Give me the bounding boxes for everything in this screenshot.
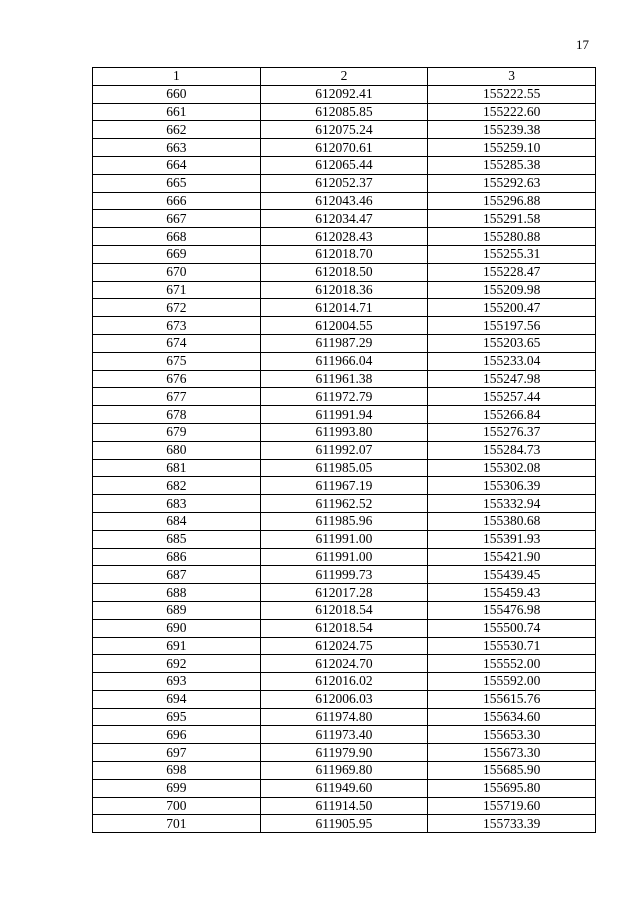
column-header-1: 1 <box>93 68 261 86</box>
table-row <box>93 192 596 210</box>
x-coordinate-cell: 611991.00 <box>260 530 428 548</box>
y-coordinate-cell: 155259.10 <box>428 139 596 157</box>
y-coordinate-cell: 155421.90 <box>428 548 596 566</box>
x-coordinate-cell: 611985.96 <box>260 512 428 530</box>
table-row <box>93 139 596 157</box>
x-coordinate-cell: 611914.50 <box>260 797 428 815</box>
point-number-cell: 693 <box>93 673 261 691</box>
y-coordinate-cell: 155296.88 <box>428 192 596 210</box>
y-coordinate-cell: 155695.80 <box>428 779 596 797</box>
y-coordinate-cell: 155380.68 <box>428 512 596 530</box>
x-coordinate-cell: 612018.50 <box>260 263 428 281</box>
table-row <box>93 584 596 602</box>
table-row <box>93 601 596 619</box>
table-row <box>93 263 596 281</box>
point-number-cell: 667 <box>93 210 261 228</box>
y-coordinate-cell: 155302.08 <box>428 459 596 477</box>
x-coordinate-cell: 612092.41 <box>260 85 428 103</box>
x-coordinate-cell: 612018.54 <box>260 601 428 619</box>
x-coordinate-cell: 611987.29 <box>260 334 428 352</box>
y-coordinate-cell: 155459.43 <box>428 584 596 602</box>
table-row <box>93 459 596 477</box>
x-coordinate-cell: 612018.54 <box>260 619 428 637</box>
table-row <box>93 744 596 762</box>
point-number-cell: 690 <box>93 619 261 637</box>
x-coordinate-cell: 611993.80 <box>260 423 428 441</box>
x-coordinate-cell: 612018.70 <box>260 245 428 263</box>
point-number-cell: 697 <box>93 744 261 762</box>
y-coordinate-cell: 155197.56 <box>428 317 596 335</box>
point-number-cell: 695 <box>93 708 261 726</box>
x-coordinate-cell: 611985.05 <box>260 459 428 477</box>
table-row <box>93 441 596 459</box>
x-coordinate-cell: 611967.19 <box>260 477 428 495</box>
point-number-cell: 669 <box>93 245 261 263</box>
point-number-cell: 661 <box>93 103 261 121</box>
point-number-cell: 678 <box>93 406 261 424</box>
x-coordinate-cell: 611969.80 <box>260 762 428 780</box>
point-number-cell: 676 <box>93 370 261 388</box>
table-row <box>93 228 596 246</box>
table-row <box>93 423 596 441</box>
y-coordinate-cell: 155292.63 <box>428 174 596 192</box>
point-number-cell: 684 <box>93 512 261 530</box>
table-row <box>93 388 596 406</box>
table-row <box>93 245 596 263</box>
table-row <box>93 85 596 103</box>
y-coordinate-cell: 155615.76 <box>428 690 596 708</box>
point-number-cell: 662 <box>93 121 261 139</box>
table-row <box>93 495 596 513</box>
point-number-cell: 685 <box>93 530 261 548</box>
x-coordinate-cell: 611991.94 <box>260 406 428 424</box>
y-coordinate-cell: 155685.90 <box>428 762 596 780</box>
y-coordinate-cell: 155257.44 <box>428 388 596 406</box>
table-row <box>93 673 596 691</box>
x-coordinate-cell: 612052.37 <box>260 174 428 192</box>
x-coordinate-cell: 611949.60 <box>260 779 428 797</box>
x-coordinate-cell: 611966.04 <box>260 352 428 370</box>
point-number-cell: 677 <box>93 388 261 406</box>
table-row <box>93 156 596 174</box>
point-number-cell: 670 <box>93 263 261 281</box>
x-coordinate-cell: 611992.07 <box>260 441 428 459</box>
x-coordinate-cell: 611974.80 <box>260 708 428 726</box>
table-row <box>93 548 596 566</box>
x-coordinate-cell: 611979.90 <box>260 744 428 762</box>
point-number-cell: 674 <box>93 334 261 352</box>
y-coordinate-cell: 155673.30 <box>428 744 596 762</box>
table-row <box>93 655 596 673</box>
x-coordinate-cell: 611991.00 <box>260 548 428 566</box>
point-number-cell: 675 <box>93 352 261 370</box>
point-number-cell: 666 <box>93 192 261 210</box>
x-coordinate-cell: 612043.46 <box>260 192 428 210</box>
table-row <box>93 637 596 655</box>
x-coordinate-cell: 612004.55 <box>260 317 428 335</box>
table-row <box>93 210 596 228</box>
y-coordinate-cell: 155391.93 <box>428 530 596 548</box>
y-coordinate-cell: 155255.31 <box>428 245 596 263</box>
y-coordinate-cell: 155239.38 <box>428 121 596 139</box>
table-row <box>93 762 596 780</box>
x-coordinate-cell: 611973.40 <box>260 726 428 744</box>
table-row <box>93 708 596 726</box>
y-coordinate-cell: 155285.38 <box>428 156 596 174</box>
table-row <box>93 352 596 370</box>
point-number-cell: 680 <box>93 441 261 459</box>
x-coordinate-cell: 611999.73 <box>260 566 428 584</box>
y-coordinate-cell: 155653.30 <box>428 726 596 744</box>
x-coordinate-cell: 611961.38 <box>260 370 428 388</box>
table-row <box>93 619 596 637</box>
point-number-cell: 687 <box>93 566 261 584</box>
y-coordinate-cell: 155332.94 <box>428 495 596 513</box>
point-number-cell: 696 <box>93 726 261 744</box>
table-row <box>93 690 596 708</box>
table-row <box>93 779 596 797</box>
y-coordinate-cell: 155203.65 <box>428 334 596 352</box>
x-coordinate-cell: 612034.47 <box>260 210 428 228</box>
point-number-cell: 679 <box>93 423 261 441</box>
point-number-cell: 701 <box>93 815 261 833</box>
y-coordinate-cell: 155280.88 <box>428 228 596 246</box>
table-row <box>93 530 596 548</box>
y-coordinate-cell: 155530.71 <box>428 637 596 655</box>
table-row <box>93 281 596 299</box>
page-number: 17 <box>576 37 589 52</box>
table-row <box>93 406 596 424</box>
table-row <box>93 299 596 317</box>
x-coordinate-cell: 612014.71 <box>260 299 428 317</box>
table-row <box>93 477 596 495</box>
point-number-cell: 691 <box>93 637 261 655</box>
x-coordinate-cell: 612065.44 <box>260 156 428 174</box>
point-number-cell: 673 <box>93 317 261 335</box>
point-number-cell: 686 <box>93 548 261 566</box>
point-number-cell: 683 <box>93 495 261 513</box>
x-coordinate-cell: 611962.52 <box>260 495 428 513</box>
table-body <box>93 85 596 832</box>
column-header-3: 3 <box>428 68 596 86</box>
x-coordinate-cell: 611972.79 <box>260 388 428 406</box>
y-coordinate-cell: 155276.37 <box>428 423 596 441</box>
point-number-cell: 700 <box>93 797 261 815</box>
table-row <box>93 512 596 530</box>
point-number-cell: 672 <box>93 299 261 317</box>
point-number-cell: 682 <box>93 477 261 495</box>
y-coordinate-cell: 155306.39 <box>428 477 596 495</box>
x-coordinate-cell: 612018.36 <box>260 281 428 299</box>
table-row <box>93 121 596 139</box>
point-number-cell: 699 <box>93 779 261 797</box>
y-coordinate-cell: 155247.98 <box>428 370 596 388</box>
y-coordinate-cell: 155500.74 <box>428 619 596 637</box>
y-coordinate-cell: 155476.98 <box>428 601 596 619</box>
point-number-cell: 689 <box>93 601 261 619</box>
point-number-cell: 664 <box>93 156 261 174</box>
x-coordinate-cell: 612028.43 <box>260 228 428 246</box>
y-coordinate-cell: 155634.60 <box>428 708 596 726</box>
y-coordinate-cell: 155284.73 <box>428 441 596 459</box>
y-coordinate-cell: 155228.47 <box>428 263 596 281</box>
point-number-cell: 698 <box>93 762 261 780</box>
y-coordinate-cell: 155552.00 <box>428 655 596 673</box>
table-row <box>93 797 596 815</box>
point-number-cell: 665 <box>93 174 261 192</box>
table-row <box>93 815 596 833</box>
table-row <box>93 317 596 335</box>
y-coordinate-cell: 155733.39 <box>428 815 596 833</box>
y-coordinate-cell: 155266.84 <box>428 406 596 424</box>
header-row <box>93 68 596 86</box>
y-coordinate-cell: 155200.47 <box>428 299 596 317</box>
x-coordinate-cell: 611905.95 <box>260 815 428 833</box>
point-number-cell: 671 <box>93 281 261 299</box>
point-number-cell: 692 <box>93 655 261 673</box>
point-number-cell: 663 <box>93 139 261 157</box>
x-coordinate-cell: 612024.75 <box>260 637 428 655</box>
x-coordinate-cell: 612024.70 <box>260 655 428 673</box>
column-header-2: 2 <box>260 68 428 86</box>
table-row <box>93 103 596 121</box>
table-row <box>93 726 596 744</box>
x-coordinate-cell: 612016.02 <box>260 673 428 691</box>
x-coordinate-cell: 612070.61 <box>260 139 428 157</box>
x-coordinate-cell: 612006.03 <box>260 690 428 708</box>
y-coordinate-cell: 155222.55 <box>428 85 596 103</box>
table-header <box>93 68 596 86</box>
x-coordinate-cell: 612075.24 <box>260 121 428 139</box>
x-coordinate-cell: 612085.85 <box>260 103 428 121</box>
y-coordinate-cell: 155233.04 <box>428 352 596 370</box>
table-row <box>93 370 596 388</box>
y-coordinate-cell: 155592.00 <box>428 673 596 691</box>
point-number-cell: 668 <box>93 228 261 246</box>
point-number-cell: 681 <box>93 459 261 477</box>
table-row <box>93 566 596 584</box>
point-number-cell: 660 <box>93 85 261 103</box>
y-coordinate-cell: 155439.45 <box>428 566 596 584</box>
y-coordinate-cell: 155222.60 <box>428 103 596 121</box>
point-number-cell: 688 <box>93 584 261 602</box>
table-row <box>93 334 596 352</box>
y-coordinate-cell: 155291.58 <box>428 210 596 228</box>
y-coordinate-cell: 155209.98 <box>428 281 596 299</box>
y-coordinate-cell: 155719.60 <box>428 797 596 815</box>
x-coordinate-cell: 612017.28 <box>260 584 428 602</box>
coordinates-table <box>92 67 596 833</box>
point-number-cell: 694 <box>93 690 261 708</box>
table-row <box>93 174 596 192</box>
